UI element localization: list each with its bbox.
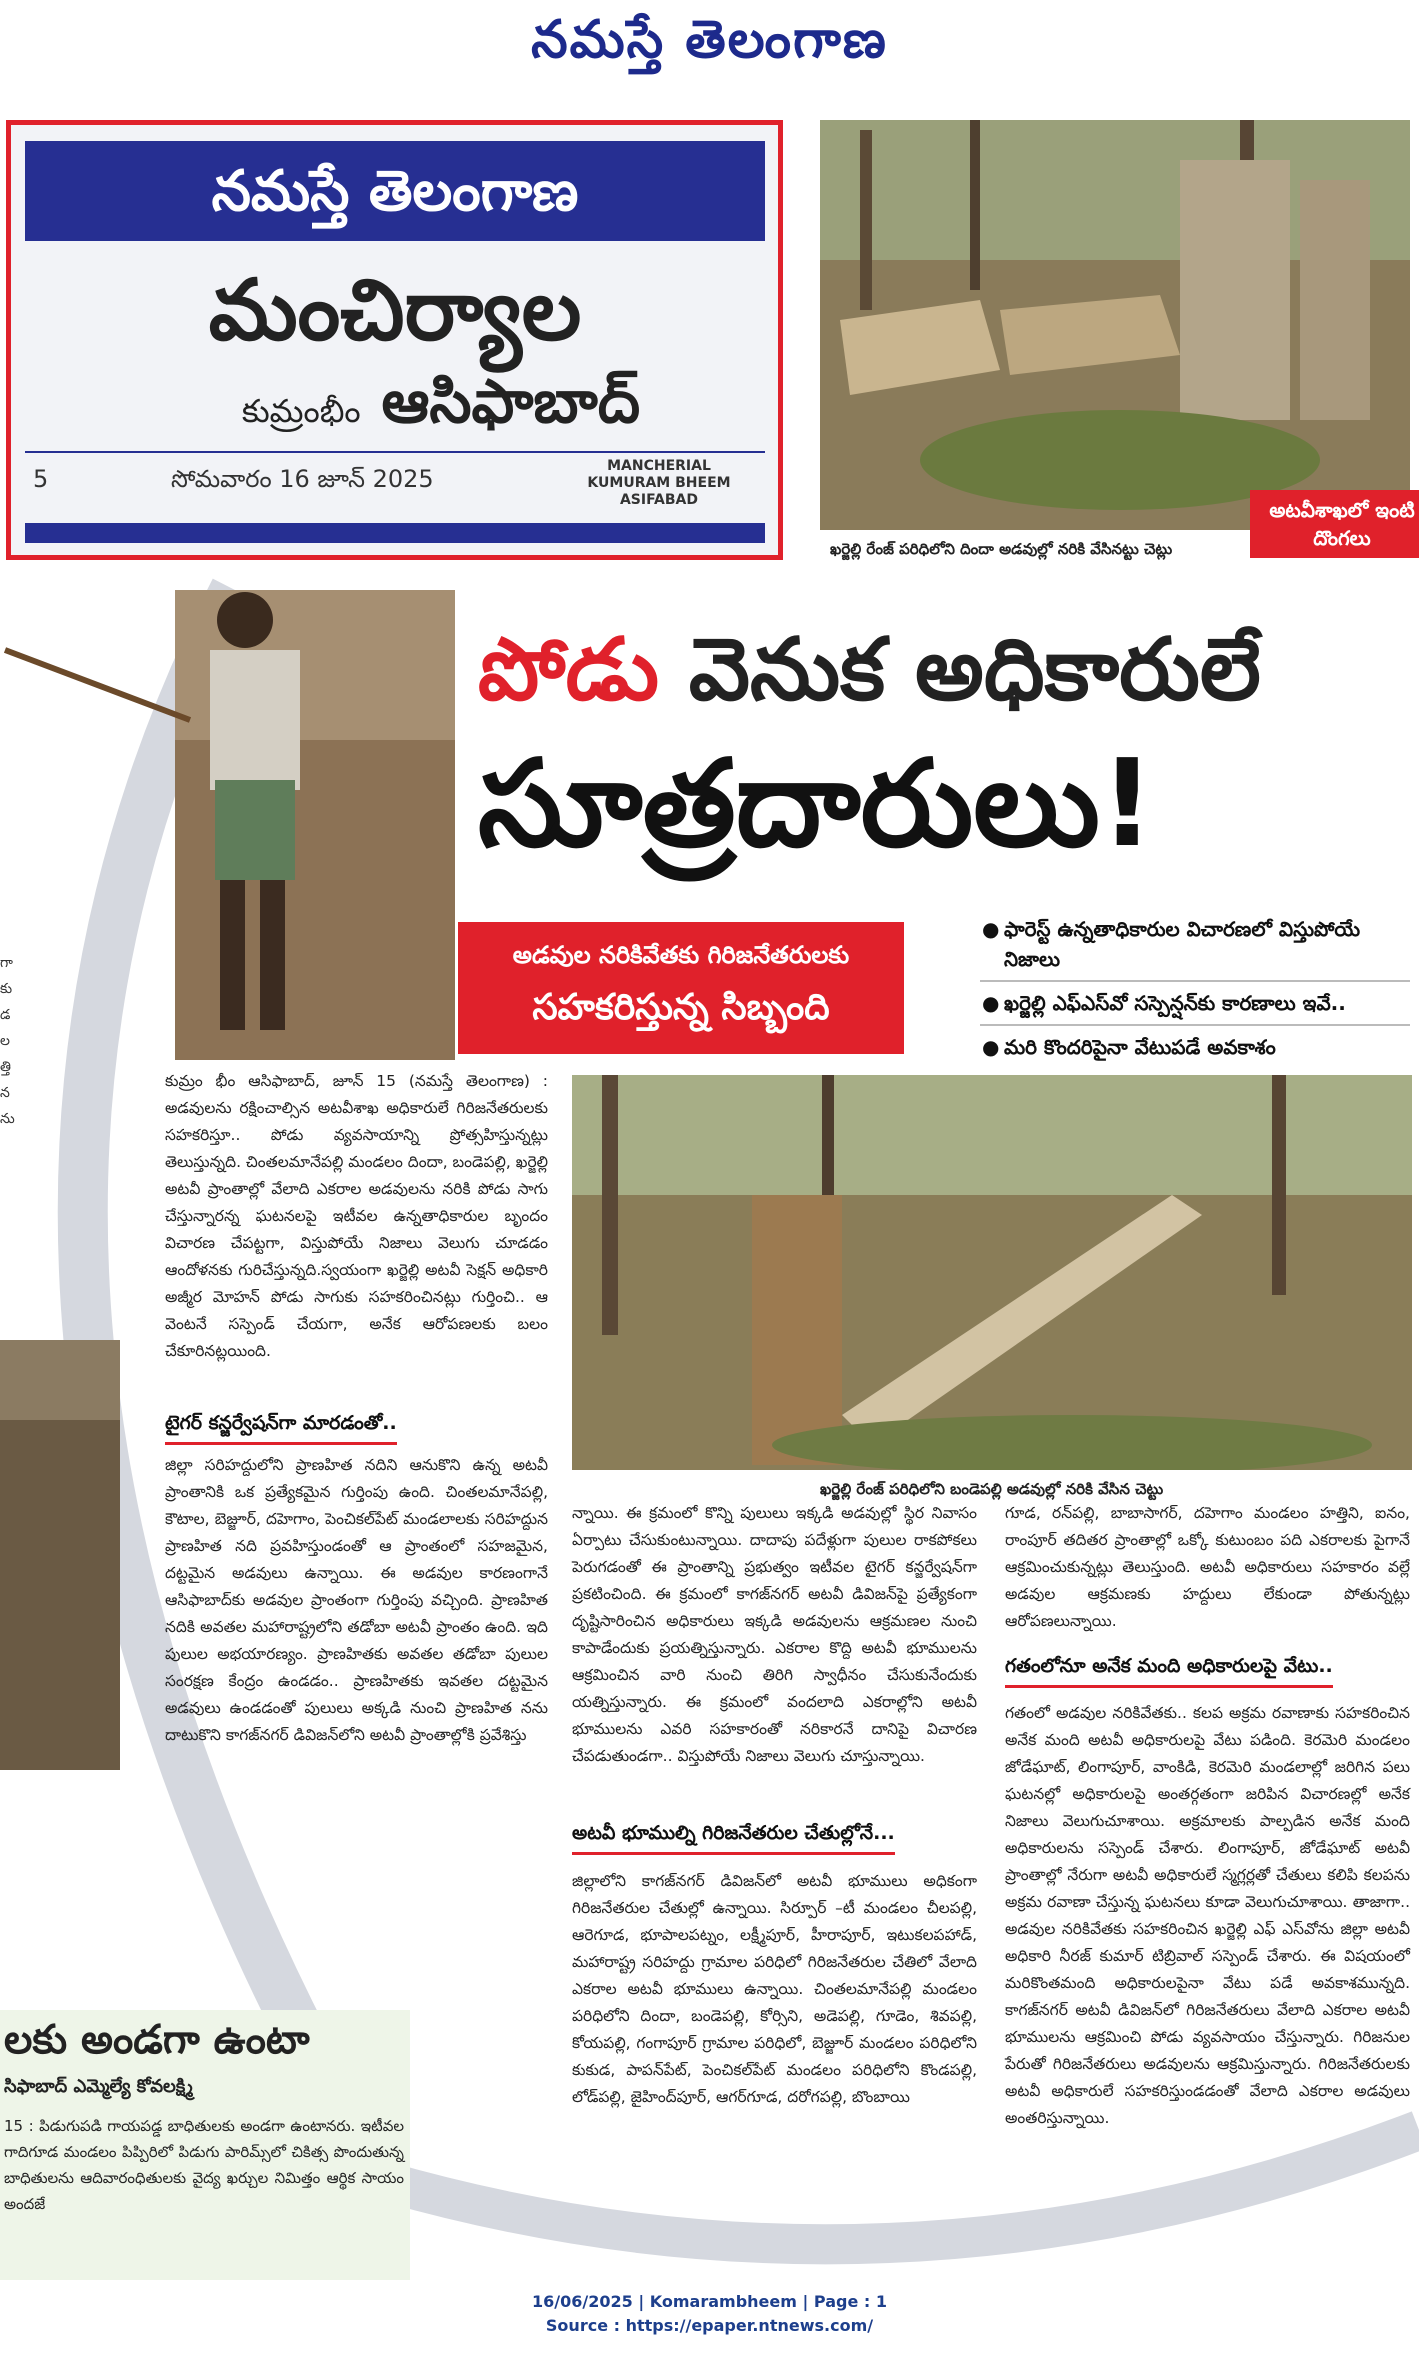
left-strip-photo (0, 1340, 120, 1770)
masthead-title: నమస్తే తెలంగాణ (531, 9, 888, 70)
bullet-text: ఖర్జెల్లి ఎఫ్ఎస్‌వో సస్పెన్షన్‌కు కారణాలు ఇవే.. (1004, 991, 1346, 1015)
hoe-handle (0, 640, 200, 730)
forest-stumps-image (820, 120, 1410, 530)
headline-line2: సూత్రదారులు! (478, 735, 1155, 874)
top-photo (820, 120, 1410, 530)
bullet-text: మరి కొందరిపైనా వేటుపడే అవకాశం (1004, 1035, 1276, 1059)
bullet-item: ● ఖర్జెల్లి ఎఫ్ఎస్‌వో సస్పెన్షన్‌కు కారణాలు ఇవే.. (980, 982, 1410, 1026)
mid-photo (572, 1075, 1412, 1470)
edition-english: MANCHERIAL KUMURAM BHEEM ASIFABAD (587, 458, 731, 508)
boy-digging-image (175, 590, 455, 1060)
edition-date: సోమవారం 16 జూన్ 2025 (171, 465, 434, 493)
article-col1: జిల్లా సరిహద్దులోని ప్రాణహిత నదిని ఆనుకొని ఉన్న అటవీ ప్రాంతానికి ఒక ప్రత్యేకమైన గుర్తింపు ఉంది. చింతలమానేపల్లి, కౌటాల, బెజ్జూర్, దహెగాం, పెంచికల్‌పేట్ మండలాలకు సరిహద్దున ప్రాణహిత నది ప్రవహిస్తుండంతో ఆ ప్రాంతంలో సహజమైన, దట్టమైన అడవులు ఉన్నాయి. ఈ అడవుల కారణంగానే ఆసిఫాబాద్‌కు అడవుల ప్రాంతంగా గుర్తింపు వచ్చింది. ప్రాణహిత నదికి అవతల మహారాష్ట్రలోని తడోబా అటవీ ప్రాంతం ఉంది. ఇది పులుల అభయారణ్యం. ప్రాణహితకు అవతల తడోబా పులుల సంరక్షణ కేంద్రం ఉండడం.. ప్రాణహితకు ఇవతల దట్టమైన అడవులు ఉండడంతో పులులు అక్కడి నుంచి ప్రాణహిత నను దాటుకొని కాగజ్‌నగర్ డివిజన్‌లోని అటవీ ప్రాంతాల్లోకి ప్రవేశిస్తు (165, 1456, 548, 1744)
adjacent-text: 15 : పిడుగుపడి గాయపడ్డ బాధితులకు అండగా ఉంటానరు. ఇటీవల గాదిగూడ మండలం పిప్పిరిలో పిడుగు పారిమ్స్‌లో చికిత్స పొందుతున్న బాధితులను ఆదివారంధితులకు వైద్య ఖర్చుల నిమిత్తం ఆర్థిక సాయం అందజే (4, 2117, 404, 2213)
section-heading-forest-land: అటవీ భూముల్ని గిరిజనేతరుల చేతుల్లోనే... (572, 1822, 895, 1855)
headline-line1 (478, 620, 1261, 720)
footer-source: Source : https://epaper.ntnews.com/ (545, 2316, 874, 2335)
masthead (0, 0, 1419, 90)
divider (25, 451, 765, 453)
section-heading-past-action: గతంలోనూ అనేక మంది అధికారులపై వేటు.. (1005, 1655, 1333, 1688)
footer-date-page: 16/06/2025 | Komarambheem | Page : 1 (532, 2292, 887, 2311)
boy-photo (175, 590, 455, 1060)
edition-sub-prefix: కుమ్రంభీం (241, 392, 361, 430)
headline-line1-rest: వెనుక అధికారులే (688, 620, 1261, 720)
article-col2: న్నాయి. ఈ క్రమంలో కొన్ని పులులు ఇక్కడి అడవుల్లో స్థిర నివాసం ఏర్పాటు చేసుకుంటున్నాయి. దాదాపు పదేళ్లుగా పులుల రాకపోకలు పెరుగడంతో ఈ ప్రాంతాన్ని ప్రభుత్వం ఇటీవల టైగర్ కన్జర్వేషన్‌గా ప్రకటించింది. ఈ క్రమంలో కాగజ్‌నగర్ అటవీ డివిజన్‌పై ప్రత్యేకంగా దృష్టిసారించిన అధికారులు ఇక్కడి అడవులను ఆక్రమణల నుంచి కాపాడేందుకు ప్రయత్నిస్తున్నారు. ఎకరాల కొద్ది అటవీ భూములను ఆక్రమించిన వారి నుంచి తిరిగి స్వాధీనం చేసుకునేందుకు యత్నిస్తున్నారు. ఈ క్రమంలో వందలాది ఎకరాల్లోని అటవీ భూములను ఎవరి సహకారంతో నరికారనే దానిపై విచారణ చేపడుతుండగా.. విస్తుపోయే నిజాలు వెలుగు చూస్తున్నాయి. (572, 1504, 977, 1765)
edition-subdistrict (121, 367, 761, 451)
bullet-item: ● మరి కొందరిపైనా వేటుపడే అవకాశం (982, 1035, 1276, 1059)
top-photo-tag: అటవీశాఖలో ఇంటి దొంగలు (1250, 490, 1419, 558)
edition-box (6, 120, 783, 560)
edition-bottom-bar (25, 523, 765, 543)
article-col2b: జిల్లాలోని కాగజ్‌నగర్ డివిజన్‌లో అటవీ భూములు అధికంగా గిరిజనేతరుల చేతుల్లో ఉన్నాయి. సిర్పూర్ –టీ మండలం చీలపల్లి, ఆరెగూడ, భూపాలపట్నం, లక్ష్మీపూర్, హీరాపూర్, ఇటుకలపహాడ్, మహారాష్ట్ర సరిహద్దు గ్రామాల పరిధిలో గిరిజనేతరుల చేతిలో వేలాది ఎకరాల అటవీ భూములు ఉన్నాయి. చింతలమానేపల్లి మండలం పరిధిలోని దిందా, బండెపల్లి, కోర్సిని, అడెపల్లి, గూడెం, శివపల్లి, కోయపల్లి, గంగాపూర్ గ్రామాల పరిధిలో, బెజ్జూర్ మండలం పరిధిలోని కుకుడ, పాపన్‌పేట్, పెంచికల్‌పేట్ మండలం పరిధిలోని కొండపల్లి, లోడ్‌పల్లి, జైహింద్‌పూర్, ఆగర్‌గూడ, దరోగపల్లి, బొంబాయి (572, 1872, 977, 2106)
felled-tree-image (572, 1075, 1412, 1470)
edition-paper-name: నమస్తే తెలంగాణ (25, 141, 765, 241)
article-col3: గూడ, రన్‌పల్లి, బాబాసాగర్, దహెగాం మండలం హత్తిని, ఐనం, రాంపూర్ తదితర ప్రాంతాల్లో ఒక్కో కుటుంబం పది ఎకరాలకు పైగానే ఆక్రమించుకున్నట్లు తెలుస్తుంది. అటవీ అధికారులు సహకారం వల్లే అడవుల ఆక్రమణకు హద్దులు లేకుండా పోతున్నట్లు ఆరోపణలున్నాయి. (1005, 1504, 1410, 1630)
article-lead: కుమ్రం భీం ఆసిఫాబాద్, జూన్ 15 (నమస్తే తెలంగాణ) : అడవులను రక్షించాల్సిన అటవీశాఖ అధికారులే గిరిజనేతరులకు సహకరిస్తూ.. పోడు వ్యవసాయాన్ని ప్రోత్సహిస్తున్నట్లు తెలుస్తున్నది. చింతలమానేపల్లి మండలం దిందా, బండెపల్లి, ఖర్జెల్లి అటవీ ప్రాంతాల్లో వేలాది ఎకరాల అడవులను నరికి పోడు సాగు చేస్తున్నారన్న ఘటనలపై ఇటీవల ఉన్నతాధికారుల బృందం విచారణ చేపట్టగా, విస్తుపోయే నిజాలు వెలుగు చూడడం ఆందోళనకు గురిచేస్తున్నది.స్వయంగా ఖర్జెల్లి అటవీ సెక్షన్ అధికారి అజ్మీర మోహన్ పోడు సాగుకు సహకరించినట్లు గుర్తించి.. ఆ వెంటనే సస్పెండ్ చేయగా, అనేక ఆరోపణలకు బలం చేకూరినట్లయింది. (165, 1072, 549, 1360)
adjacent-byline: సిఫాబాద్ ఎమ్మెల్యే కోవలక్ష్మి (4, 2076, 193, 2097)
edition-district: మంచిర్యాల (208, 261, 582, 359)
kicker-box (458, 922, 904, 1054)
top-photo-caption: ఖర్జెల్లి రేంజ్ పరిధిలోని దిందా అడవుల్లో నరికి వేసినట్టు చెట్లు (830, 540, 1173, 558)
adjacent-headline: లకు అండగా ఉంటా (4, 2017, 310, 2063)
bullet-item: ● ఫారెస్ట్ ఉన్నతాధికారుల విచారణలో విస్తుపోయే నిజాలు (980, 910, 1410, 982)
bullet-text: ఫారెస్ట్ ఉన్నతాధికారుల విచారణలో విస్తుపోయే నిజాలు (1004, 917, 1361, 971)
bullet-list (980, 910, 1410, 1068)
kicker-line1: అడవుల నరికివేతకు గిరిజనేతరులకు (512, 941, 850, 969)
mid-photo-caption: ఖర్జెల్లి రేంజ్ పరిధిలోని బండెపల్లి అడవుల్లో నరికి వేసిన చెట్టు (820, 1480, 1164, 1498)
page-number: 5 (33, 465, 49, 493)
adjacent-story (0, 2010, 410, 2280)
section-heading-tiger: టైగర్ కన్జర్వేషన్‌గా మారడంతో.. (165, 1412, 397, 1445)
edition-sub-main: ఆసిఫాబాద్ (381, 367, 641, 437)
left-strip-fragment: గా కు డ ల త్తి న ను (0, 955, 15, 1127)
headline-red-word: పోడు (478, 620, 659, 720)
kicker-line2: సహకరిస్తున్న సిబ్బంది (532, 987, 830, 1028)
article-col3b: గతంలో అడవుల నరికివేతకు.. కలప అక్రమ రవాణాకు సహకరించిన అనేక మంది అటవీ అధికారులపై వేటు పడింది. కెరమెరి మండలం జోడేఘాట్, లింగాపూర్, వాంకిడి, కెరమెరి మండలాల్లో జరిగిన పలు ఘటనల్లో అధికారులపై అంతర్గతంగా జరిపిన విచారణల్లో అనేక నిజాలు వెలుగుచూశాయి. అక్రమాలకు పాల్పడిన అనేక మంది అధికారులను సస్పెండ్ చేశారు. లింగాపూర్, జోడేఘాట్ అటవీ ప్రాంతాల్లో నేరుగా అటవీ అధికారులే స్మగ్లర్లతో చేతులు కలిపి కలపను అక్రమ రవాణా చేస్తున్న ఘటనలు కూడా వెలుగుచూశాయి. తాజాగా.. అడవుల నరికివేతకు సహకరించిన ఖర్జెల్లి ఎఫ్ ఎస్‌వోను జిల్లా అటవీ అధికారి నీరజ్ కుమార్ టిబ్రివాల్ సస్పెండ్ చేశారు. ఈ విషయంలో మరికొంతమంది అధికారులపైనా వేటు పడే అవకాశమున్నది. కాగజ్‌నగర్ అటవీ డివిజన్‌లో గిరిజనేతరులు వేలాది ఎకరాల అటవీ భూములను ఆక్రమించి పోడు వ్యవసాయం చేస్తున్నారు. గిరిజనుల పేరుతో గిరిజనేతరులు అడవులను ఆక్రమిస్తున్నారు. గిరిజనేతరులకు అటవీ అధికారులే సహకరిస్తుండడంతో వేలాది ఎకరాల అడవులు అంతరిస్తున్నాయి. (1005, 1704, 1410, 2127)
